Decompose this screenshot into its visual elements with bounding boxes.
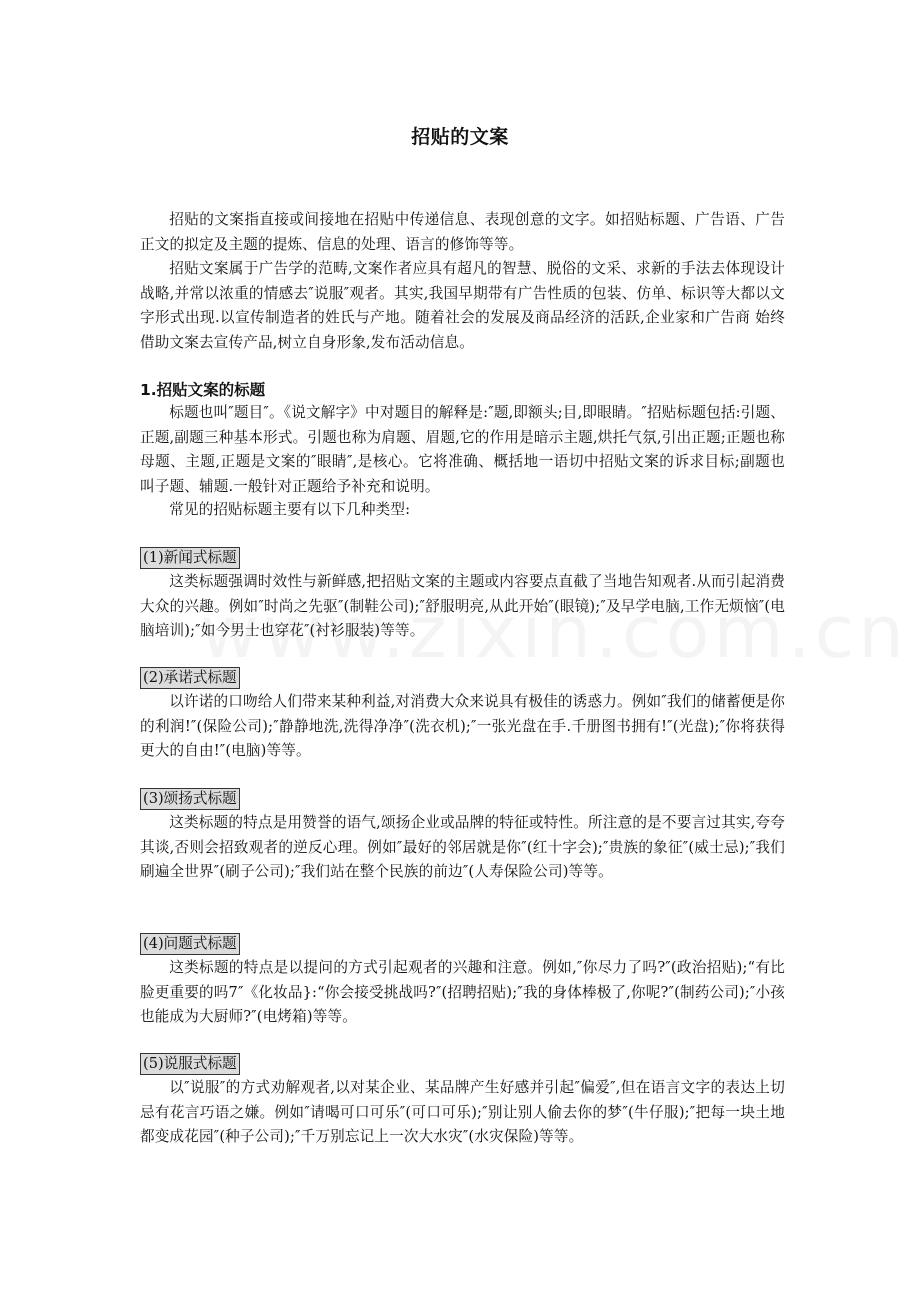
type-text-promise: 以许诺的口吻给人们带来某种利益,对消费大众来说具有极佳的诱惑力。例如″我们的储蓄便是你的利润!″(保险公司);″静静地洗,洗得净净″(洗衣机);″一张光盘在手.千册图书拥有!″(光盘);″你将获得更大的自由!″(电脑)等等。 [140,693,785,759]
section-paragraph-2: 常见的招贴标题主要有以下几种类型: [169,501,411,518]
document-title: 招贴的文案 [411,126,509,148]
type-label-praise: (3)颂扬式标题 [140,788,240,810]
section-paragraph-1: 标题也叫″题目″。《说文解字》中对题目的解释是:″题,即额头;目,即眼睛。″招贴标题包括:引题、正题,副题三种基本形式。引题也称为肩题、眉题,它的作用是暗示主题,烘托气氛,引出正题;正题也称母题、主题,正题是文案的″眼睛″,是核心。它将准确、概括地一语切中招贴文案的诉求目标;副题也叫子题、辅题.一般针对正题给予补充和说明。 [140,404,785,495]
type-text-persuasion: 以″说服″的方式劝解观者,以对某企业、某品牌产生好感并引起″偏爱″,但在语言文字的表达上切忌有花言巧语之嫌。例如″请喝可口可乐″(可口可乐);″别让别人偷去你的梦″(牛仔服);″把每一块土地都变成花园″(种子公司);″千万别忘记上一次大水灾″(水灾保险)等等。 [140,1079,785,1145]
type-label-question: (4)问题式标题 [140,933,240,955]
type-text-praise: 这类标题的特点是用赞誉的语气,颂扬企业或品牌的特征或特性。所注意的是不要言过其实,夸夸其谈,否则会招致观者的逆反心理。例如″最好的邻居就是你″(红十字会);″贵族的象征″(威士忌);″我们刷遍全世界″(刷子公司);″我们站在整个民族的前边″(人寿保险公司)等等。 [140,814,785,880]
intro-paragraph-2: 招贴文案属于广告学的范畴,文案作者应具有超凡的智慧、脱俗的文采、求新的手法去体现设计战略,并常以浓重的情感去″说服″观者。其实,我国早期带有广告性质的包装、仿单、标识等大都以文字形式出现.以宣传制造者的姓氏与产地。随着社会的发展及商品经济的活跃,企业家和广告商 始终借助文案去宣传产品,树立自身形象,发布活动信息。 [140,260,785,351]
intro-paragraph-1: 招贴的文案指直接或间接地在招贴中传递信息、表现创意的文字。如招贴标题、广告语、广告正文的拟定及主题的提炼、信息的处理、语言的修饰等等。 [140,211,785,253]
type-label-promise: (2)承诺式标题 [140,667,240,689]
type-text-news: 这类标题强调时效性与新鲜感,把招贴文案的主题或内容要点直截了当地告知观者.从而引起消费大众的兴趣。例如″时尚之先驱″(制鞋公司);″舒服明亮,从此开始″(眼镜);″及早学电脑,工作无烦恼″(电脑培训);″如今男士也穿花″(衬衫服装)等等。 [140,573,785,639]
type-text-question: 这类标题的特点是以提问的方式引起观者的兴趣和注意。例如,″你尽力了吗?″(政治招贴);“有比脸更重要的吗7″《化妆品}:“你会接受挑战吗?″(招聘招贴);″我的身体棒极了,你呢?″(制药公司);″小孩也能成为大厨师?″(电烤箱)等等。 [140,959,785,1025]
section-heading: 1.招贴文案的标题 [140,381,266,399]
type-label-persuasion: (5)说服式标题 [140,1053,240,1075]
type-label-news: (1)新闻式标题 [140,547,240,569]
